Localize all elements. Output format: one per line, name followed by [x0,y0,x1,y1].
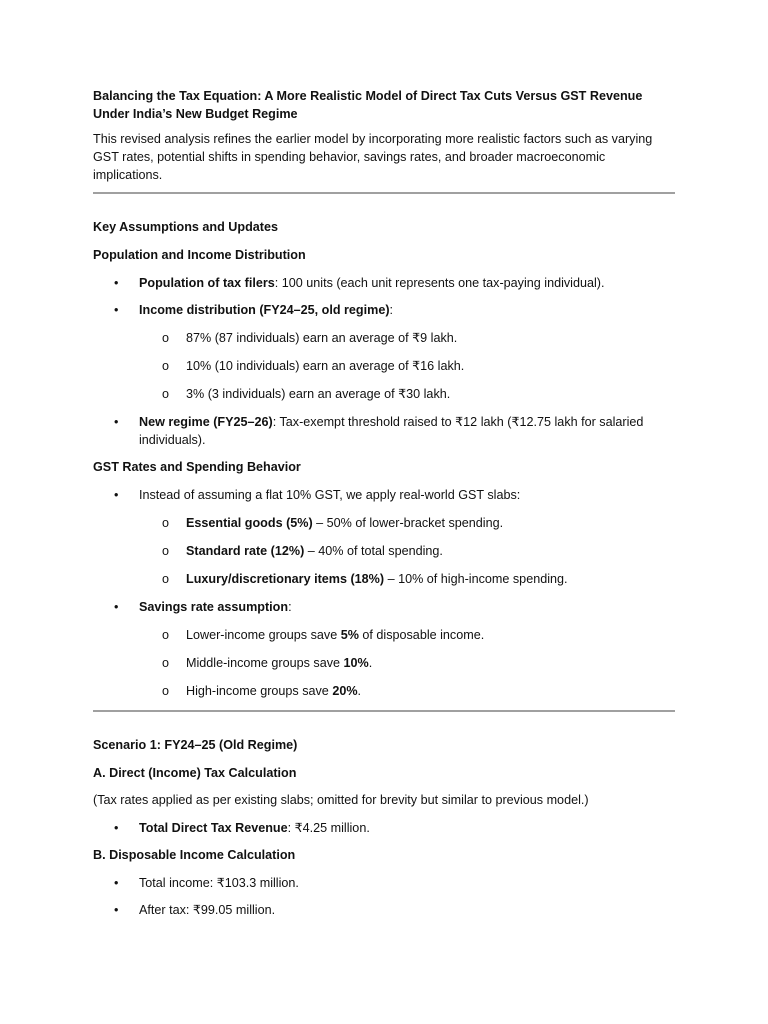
list-item [93,413,675,449]
list-item [93,682,675,700]
item-label: New regime (FY25–26) [139,415,273,429]
section-divider [93,192,675,194]
heading-direct-tax: A. Direct (Income) Tax Calculation [93,766,297,780]
income-distribution-list [93,329,675,403]
direct-tax-note: (Tax rates applied as per existing slabs; omitted for brevity but similar to previous model.) [93,793,589,807]
section-divider [93,710,675,712]
disposable-income-list [93,874,675,919]
item-text: – 50% of lower-bracket spending. [312,516,504,530]
list-item: • After tax: ₹99.05 million. [93,901,675,919]
heading-disposable-income: B. Disposable Income Calculation [93,848,296,862]
item-text: . [368,656,373,670]
item-label: Savings rate assumption [139,600,289,614]
list-item [93,570,675,588]
list-item: o 87% (87 individuals) earn an average of ₹9 lakh. [93,329,675,347]
item-label: Income distribution (FY24–25, old regime) [139,303,390,317]
list-item [93,598,675,616]
population-list [93,274,675,319]
item-label: Total Direct Tax Revenue [139,821,288,835]
heading-scenario-1: Scenario 1: FY24–25 (Old Regime) [93,738,298,752]
list-item: • Instead of assuming a flat 10% GST, we apply real-world GST slabs: [93,486,675,504]
heading-key-assumptions: Key Assumptions and Updates [93,220,278,234]
list-item [93,654,675,672]
list-item [93,819,675,837]
document-title: Balancing the Tax Equation: A More Realistic Model of Direct Tax Cuts Versus GST Revenue Under India’s New Budget Regime [93,89,643,121]
list-item: • Total income: ₹103.3 million. [93,874,675,892]
savings-rates-list [93,626,675,700]
savings-list [93,598,675,616]
item-text: : ₹4.25 million. [287,821,370,835]
heading-population: Population and Income Distribution [93,248,306,262]
item-text: – 40% of total spending. [304,544,443,558]
item-text: Lower-income groups save [186,628,341,642]
item-text: . [357,684,362,698]
item-text: : 100 units (each unit represents one tax-paying individual). [274,276,605,290]
new-regime-list [93,413,675,449]
item-text: : Tax-exempt threshold raised to ₹12 lakh (₹12.75 lakh for salaried individuals). [139,415,644,447]
item-value: 10% [343,656,369,670]
list-item: o 3% (3 individuals) earn an average of ₹30 lakh. [93,385,675,403]
item-text: : [288,600,292,614]
document-page [93,87,675,919]
item-label: Standard rate (12%) [186,544,305,558]
item-text: High-income groups save [186,684,333,698]
item-text: of disposable income. [358,628,485,642]
list-item: o 10% (10 individuals) earn an average of ₹16 lakh. [93,357,675,375]
gst-slabs-list [93,514,675,588]
direct-tax-list [93,819,675,837]
list-item [93,301,675,319]
item-label: Population of tax filers [139,276,275,290]
gst-list [93,486,675,504]
item-text: – 10% of high-income spending. [384,572,568,586]
list-item [93,626,675,644]
list-item [93,542,675,560]
item-text: Middle-income groups save [186,656,344,670]
item-text: : [389,303,394,317]
item-label: Luxury/discretionary items (18%) [186,572,385,586]
item-value: 20% [332,684,358,698]
list-item [93,274,675,292]
list-item [93,514,675,532]
heading-gst: GST Rates and Spending Behavior [93,460,301,474]
intro-paragraph: This revised analysis refines the earlier model by incorporating more realistic factors such as varying GST rates, potential shifts in spending behavior, savings rates, and broader macroeconomic implications. [93,132,653,182]
item-value: 5% [340,628,359,642]
item-label: Essential goods (5%) [186,516,313,530]
